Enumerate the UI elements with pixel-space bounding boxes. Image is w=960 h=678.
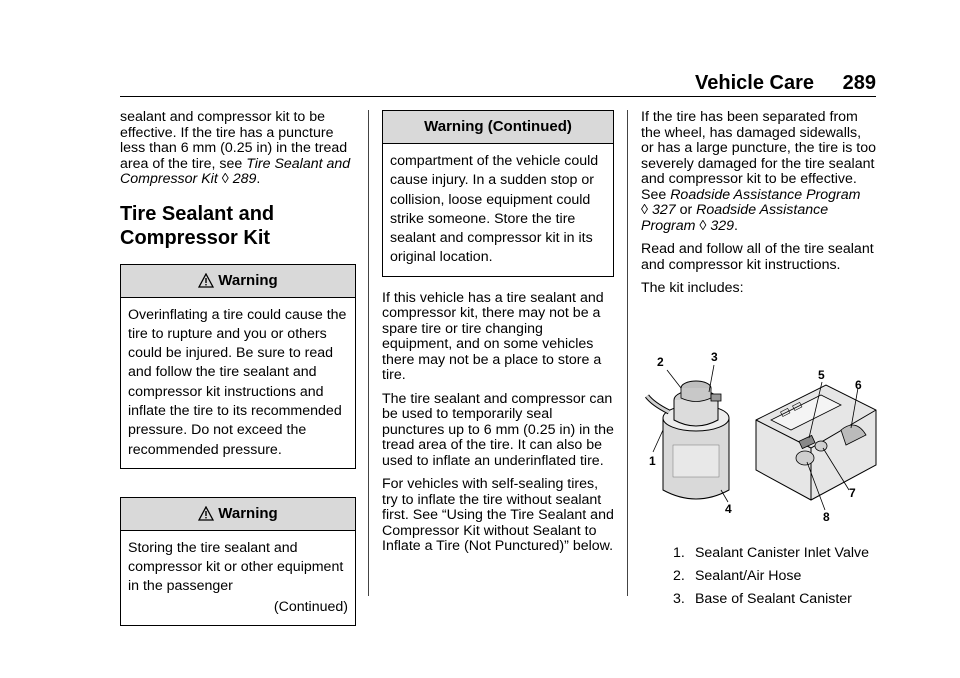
warning-box-continued <box>382 110 614 277</box>
callout-5: 5 <box>818 368 825 382</box>
column-divider-1 <box>368 110 369 596</box>
list-item-number: 2. <box>673 568 685 584</box>
paragraph-1: If this vehicle has a tire sealant and compressor kit, there may not be a spare tire or tire changing equipment, and on some vehicles there may not be a place to store a tire. <box>382 289 604 384</box>
page-number: 289 <box>842 72 876 94</box>
warning-box-1-title: Warning <box>218 271 278 289</box>
list-item <box>673 545 877 561</box>
callout-6: 6 <box>855 378 862 392</box>
kit-includes-label: The kit includes: <box>641 280 744 296</box>
intro-end: . <box>256 171 261 187</box>
callout-1: 1 <box>649 454 656 468</box>
warning-box-continued-header: Warning (Continued) <box>383 111 613 144</box>
callout-8: 8 <box>823 510 830 524</box>
warning-box-2-title: Warning <box>218 504 278 522</box>
page-header <box>120 72 876 94</box>
callout-3: 3 <box>711 350 718 364</box>
intro-text: sealant and compressor kit to be effective. If the tire has a puncture less than 6 mm (0.25 in) in the tread area of the tire, see <box>120 109 348 172</box>
paragraph-2: The tire sealant and compressor can be used to temporarily seal punctures up to 6 mm (0.25 in) in the tread area of the tire. It can also be used to inflate an underinflated tire. <box>382 390 614 469</box>
damage-text: If the tire has been separated from the wheel, has damaged sidewalls, or has a large puncture, the tire is too severely damaged for the tire sealant and compressor kit to be effective. <box>641 109 877 187</box>
list-item <box>673 568 877 584</box>
instructions-paragraph: Read and follow all of the tire sealant and compressor kit instructions. <box>641 241 874 273</box>
warning-box-2-body <box>121 531 355 625</box>
callout-2: 2 <box>657 355 664 369</box>
header-rule <box>120 96 876 97</box>
warning-box-2-text: Storing the tire sealant and compressor kit or other equipment in the passenger <box>128 539 344 595</box>
list-item <box>673 591 877 607</box>
ref-page-2[interactable]: 329 <box>710 217 734 234</box>
intro-paragraph <box>120 110 356 188</box>
callout-4: 4 <box>725 502 732 516</box>
section-heading: Tire Sealant and Compressor Kit <box>120 202 275 249</box>
kit-illustration <box>641 340 877 530</box>
warning-box-continued-body: compartment of the vehicle could cause injury. In a sudden stop or collision, loose equipment could strike someone. Store the tire sealant and compressor kit in its original location. <box>390 153 599 266</box>
callout-7: 7 <box>849 486 856 500</box>
list-item-number: 1. <box>673 545 685 561</box>
or-text: or <box>675 202 697 218</box>
continued-label: (Continued) <box>273 598 348 615</box>
kit-list <box>641 545 877 607</box>
warning-box-1 <box>120 264 356 469</box>
ref-symbol: ◊ <box>641 202 649 218</box>
column-divider-2 <box>627 110 628 596</box>
list-item-number: 3. <box>673 591 685 607</box>
warning-box-2-header <box>121 498 355 531</box>
list-item-label: Base of Sealant Canister <box>694 591 852 607</box>
warning-box-1-header <box>121 265 355 298</box>
warning-triangle-icon <box>198 501 214 533</box>
intro-ref-page[interactable]: 289 <box>232 171 257 187</box>
section-title: Vehicle Care <box>695 72 814 94</box>
ref-symbol: ◊ <box>699 217 707 234</box>
list-item-label: Sealant/Air Hose <box>694 568 802 584</box>
damage-paragraph <box>641 110 877 234</box>
ref-page-1[interactable]: 327 <box>651 202 676 218</box>
intro-link[interactable]: Tire Sealant and Compressor Kit <box>120 155 351 187</box>
list-item-label: Sealant Canister Inlet Valve <box>694 545 869 561</box>
ref-symbol: ◊ <box>221 171 229 187</box>
warning-box-2 <box>120 497 356 626</box>
kit-drawing <box>641 340 877 530</box>
warning-box-1-body: Overinflating a tire could cause the tire to rupture and you or others could be injured. Be sure to read and follow the tire sealant and compressor kit instructions and inflate the tire to its recommended pressure. Do not exceed the recommended pressure. <box>128 306 347 458</box>
column-2 <box>382 110 614 563</box>
see-text: See <box>641 186 671 203</box>
kit-list-container <box>641 545 877 614</box>
warning-triangle-icon <box>198 268 214 300</box>
column-1 <box>120 110 356 626</box>
roadside-link-2[interactable]: Roadside Assistance Program <box>641 202 829 234</box>
paragraph-3: For vehicles with self-sealing tires, try to inflate the tire without sealant first. See “Using the Tire Sealant and Compressor Kit without Sealant to Inflate a Tire (Not Punctured)” below. <box>382 476 614 555</box>
column-3 <box>641 110 877 305</box>
damage-end: . <box>734 217 738 234</box>
roadside-link-1[interactable]: Roadside Assistance Program <box>670 186 861 203</box>
